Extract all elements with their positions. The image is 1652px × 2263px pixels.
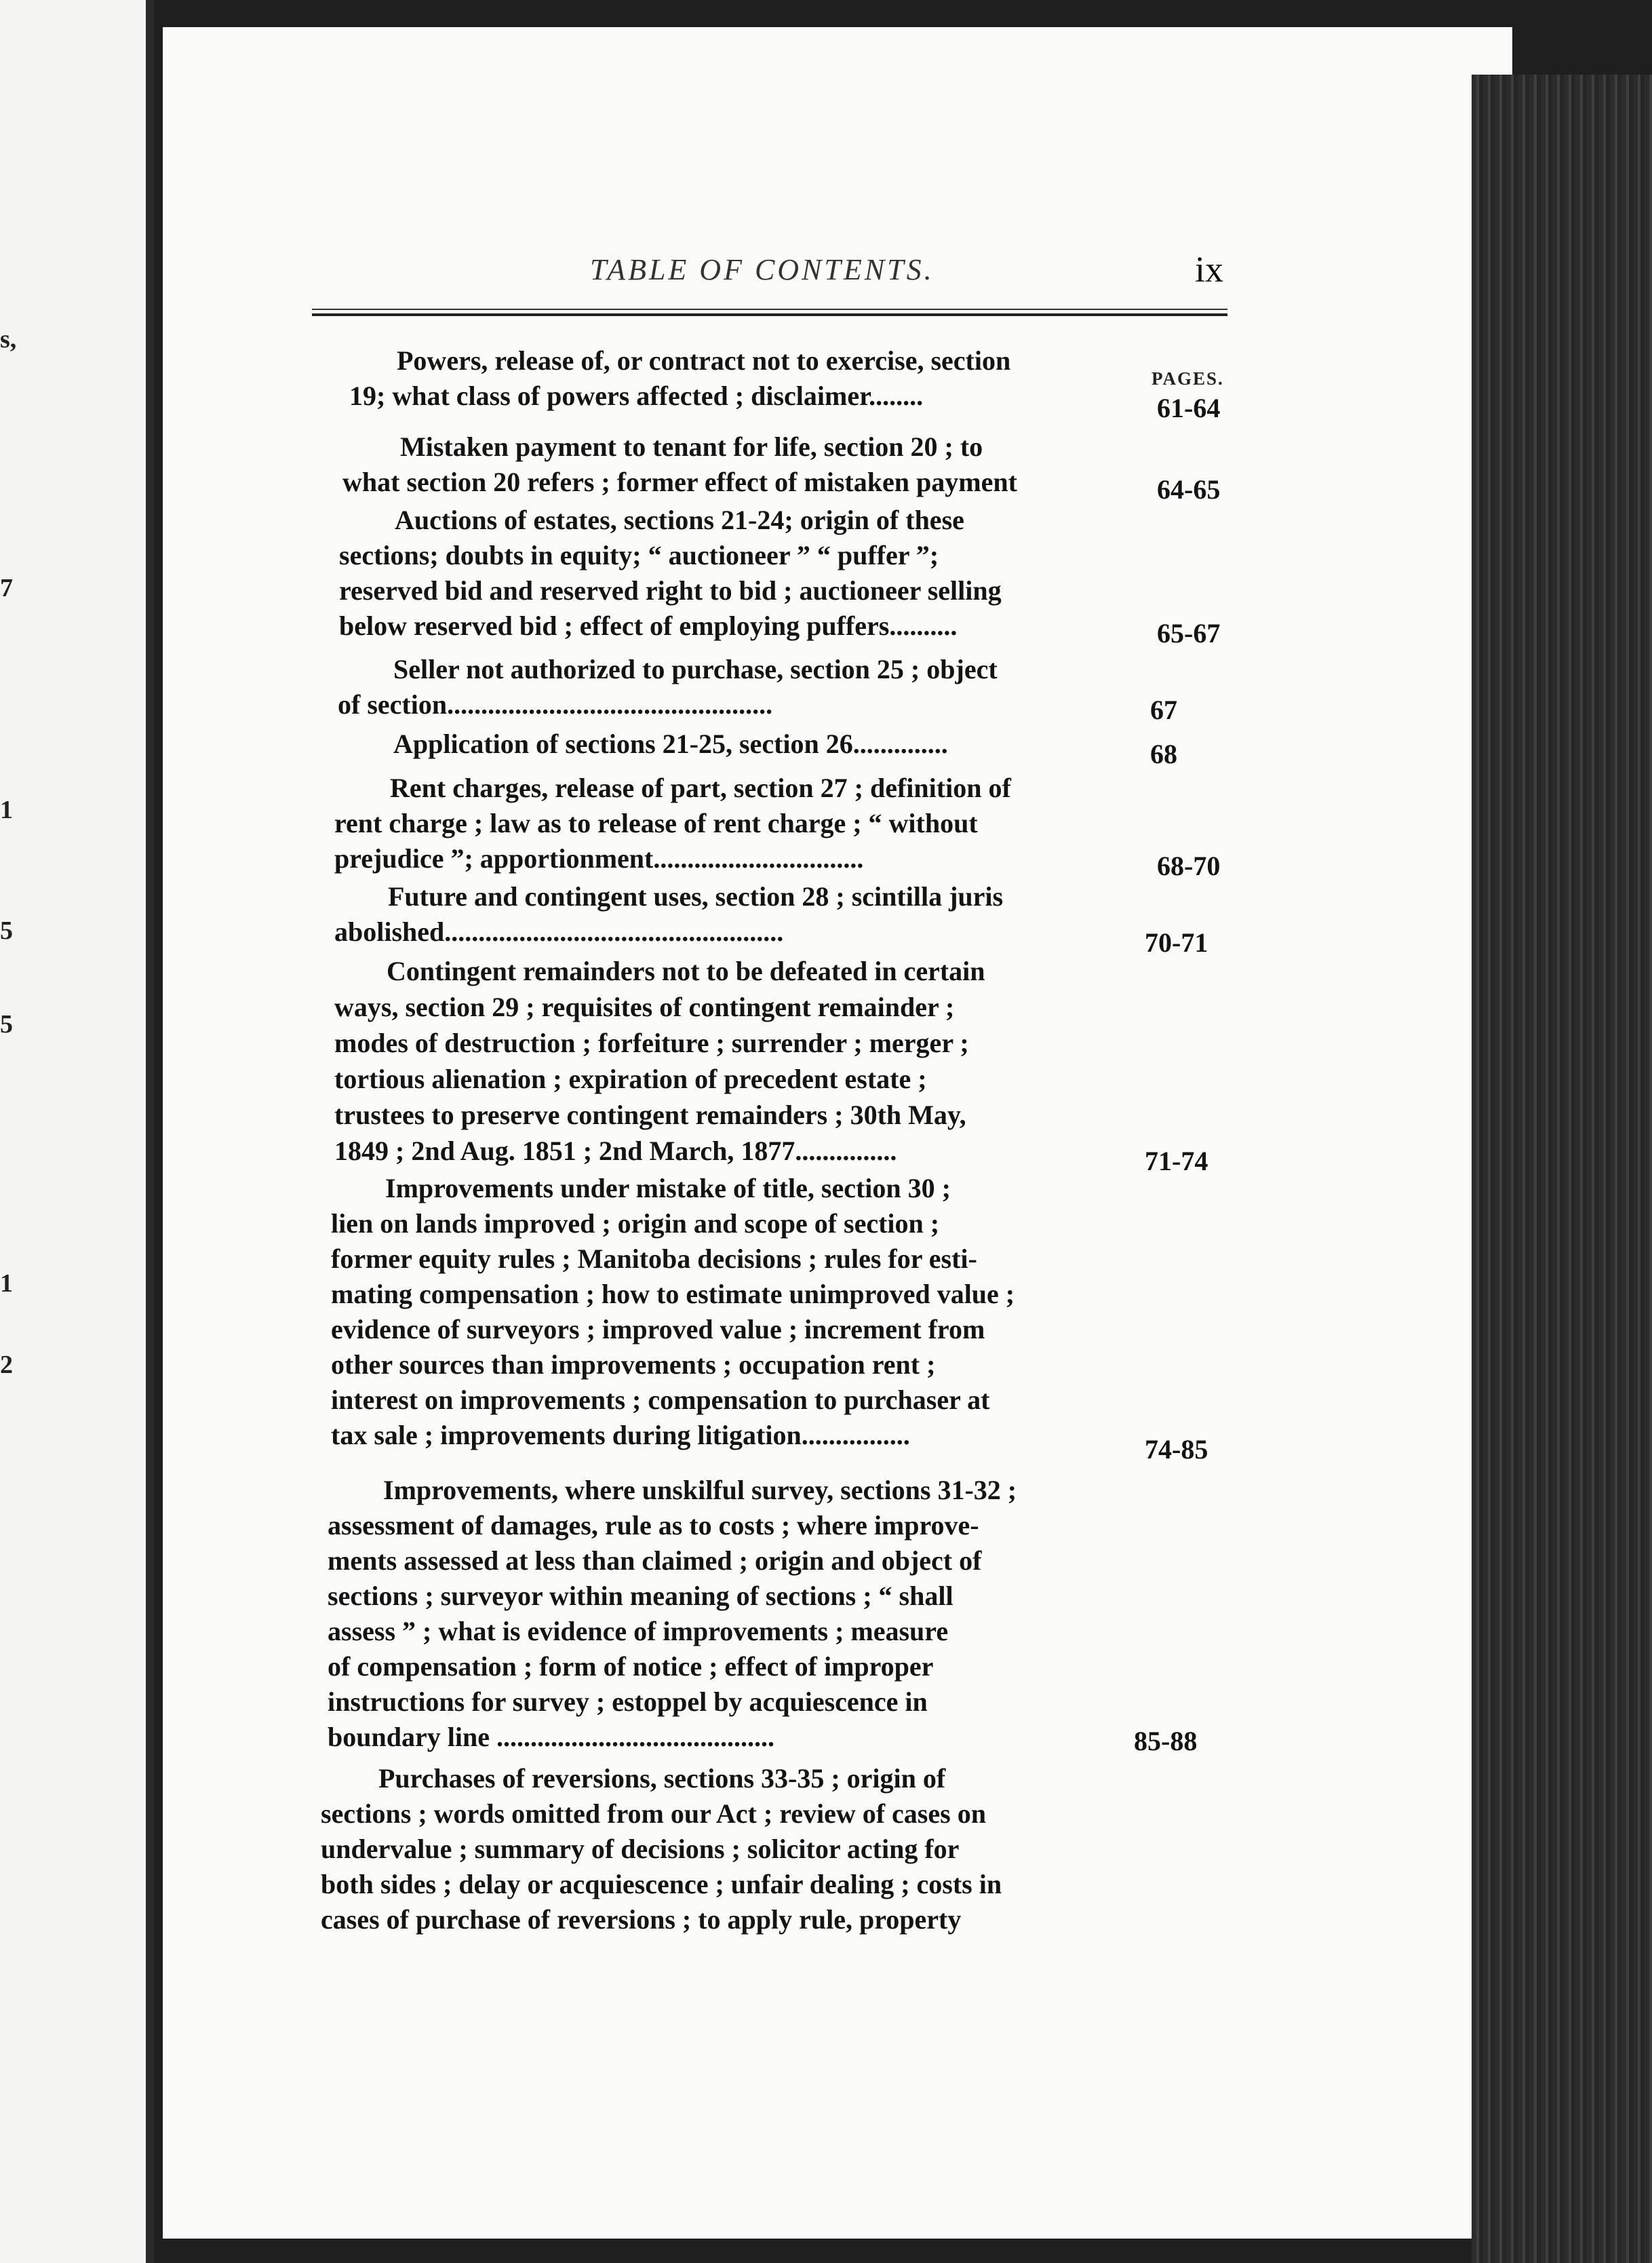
toc-entry-line: boundary line ......................................... xyxy=(328,1722,774,1752)
toc-entry-line: Auctions of estates, sections 21-24; origin of these xyxy=(395,505,964,535)
toc-entry-line: Purchases of reversions, sections 33-35 ; origin of xyxy=(378,1763,946,1794)
toc-page-range: 64-65 xyxy=(1157,474,1221,505)
header-rule-thick xyxy=(312,313,1227,316)
toc-entry-line: Application of sections 21-25, section 26.............. xyxy=(393,729,948,759)
left-page-fragment: 1 xyxy=(0,1269,13,1298)
toc-entry-line: 1849 ; 2nd Aug. 1851 ; 2nd March, 1877............... xyxy=(334,1136,897,1166)
toc-entry-line: tax sale ; improvements during litigation................ xyxy=(331,1420,910,1450)
toc-entry-line: ments assessed at less than claimed ; origin and object of xyxy=(328,1545,982,1576)
toc-entry-line: Improvements under mistake of title, section 30 ; xyxy=(385,1173,951,1203)
left-page-fragment: 5 xyxy=(0,1010,13,1039)
toc-entry-line: Powers, release of, or contract not to exercise, section xyxy=(397,345,1011,376)
toc-page-range: 71-74 xyxy=(1145,1146,1208,1176)
toc-entry-line: prejudice ”; apportionment............................... xyxy=(334,843,864,874)
toc-entry-line: instructions for survey ; estoppel by acquiescence in xyxy=(328,1686,928,1717)
toc-entry-line: other sources than improvements ; occupation rent ; xyxy=(331,1349,936,1380)
toc-page-range: 67 xyxy=(1150,695,1177,725)
toc-page-range: 65-67 xyxy=(1157,618,1221,649)
left-page-fragment: 7 xyxy=(0,574,13,602)
toc-entry-line: undervalue ; summary of decisions ; solicitor acting for xyxy=(321,1834,960,1864)
toc-entry-line: Improvements, where unskilful survey, sections 31-32 ; xyxy=(383,1475,1017,1505)
toc-entry-line: rent charge ; law as to release of rent charge ; “ without xyxy=(334,808,978,838)
toc-entry-line: interest on improvements ; compensation to purchaser at xyxy=(331,1385,990,1415)
toc-entry-line: Mistaken payment to tenant for life, section 20 ; to xyxy=(400,431,983,462)
toc-entry-line: of section................................................ xyxy=(338,689,773,720)
left-page-fragment: 5 xyxy=(0,916,13,945)
toc-entry-line: Seller not authorized to purchase, section 25 ; object xyxy=(393,654,998,684)
left-page-fragment: s, xyxy=(0,325,17,353)
toc-entry-line: assessment of damages, rule as to costs ; where improve- xyxy=(328,1510,979,1541)
toc-entry-line: mating compensation ; how to estimate unimproved value ; xyxy=(331,1279,1015,1309)
toc-entry-line: evidence of surveyors ; improved value ; increment from xyxy=(331,1314,985,1345)
toc-entry-line: abolished.................................................. xyxy=(334,916,784,947)
toc-entry-line: former equity rules ; Manitoba decisions ; rules for esti- xyxy=(331,1243,977,1274)
left-page-fragment: 2 xyxy=(0,1351,13,1379)
toc-entry-line: Contingent remainders not to be defeated in certain xyxy=(387,956,985,986)
book-page-edges xyxy=(1472,75,1652,2263)
toc-entry-line: what section 20 refers ; former effect of mistaken payment xyxy=(342,467,1017,497)
toc-page-range: 74-85 xyxy=(1145,1434,1208,1465)
toc-entry-line: Rent charges, release of part, section 27 ; definition of xyxy=(390,773,1011,803)
toc-entry-line: cases of purchase of reversions ; to apply rule, property xyxy=(321,1904,962,1935)
toc-page-range: 68-70 xyxy=(1157,851,1221,881)
toc-entry-line: both sides ; delay or acquiescence ; unfair dealing ; costs in xyxy=(321,1869,1002,1899)
toc-entry-line: 19; what class of powers affected ; disclaimer........ xyxy=(349,381,924,411)
header-rule xyxy=(312,309,1227,310)
toc-page-range: 70-71 xyxy=(1145,927,1208,958)
toc-entry-line: assess ” ; what is evidence of improvements ; measure xyxy=(328,1616,949,1646)
page-number: ix xyxy=(1195,249,1224,290)
toc-entry-line: lien on lands improved ; origin and scope of section ; xyxy=(331,1208,940,1239)
running-head: TABLE OF CONTENTS. xyxy=(590,253,935,286)
pages-column-heading: PAGES. xyxy=(1152,368,1224,389)
toc-page-range: 68 xyxy=(1150,739,1177,769)
toc-entry-line: below reserved bid ; effect of employing puffers.......... xyxy=(339,611,958,641)
toc-entry-line: modes of destruction ; forfeiture ; surrender ; merger ; xyxy=(334,1028,969,1058)
toc-entry-line: sections ; words omitted from our Act ; review of cases on xyxy=(321,1798,986,1829)
toc-entry-line: sections ; surveyor within meaning of sections ; “ shall xyxy=(328,1581,953,1611)
toc-entry-line: reserved bid and reserved right to bid ; auctioneer selling xyxy=(339,575,1002,606)
toc-entry-line: ways, section 29 ; requisites of contingent remainder ; xyxy=(334,992,955,1022)
toc-entry-line: sections; doubts in equity; “ auctioneer ” “ puffer ”; xyxy=(339,540,939,570)
toc-entry-line: of compensation ; form of notice ; effect of improper xyxy=(328,1651,934,1682)
left-page-fragment: 1 xyxy=(0,796,13,824)
left-page-margin xyxy=(0,0,154,2263)
toc-page-range: 85-88 xyxy=(1134,1726,1198,1756)
toc-entry-line: Future and contingent uses, section 28 ; scintilla juris xyxy=(388,881,1004,912)
toc-entry-line: tortious alienation ; expiration of precedent estate ; xyxy=(334,1064,927,1094)
toc-entry-line: trustees to preserve contingent remainders ; 30th May, xyxy=(334,1100,966,1130)
toc-page-range: 61-64 xyxy=(1157,393,1221,423)
